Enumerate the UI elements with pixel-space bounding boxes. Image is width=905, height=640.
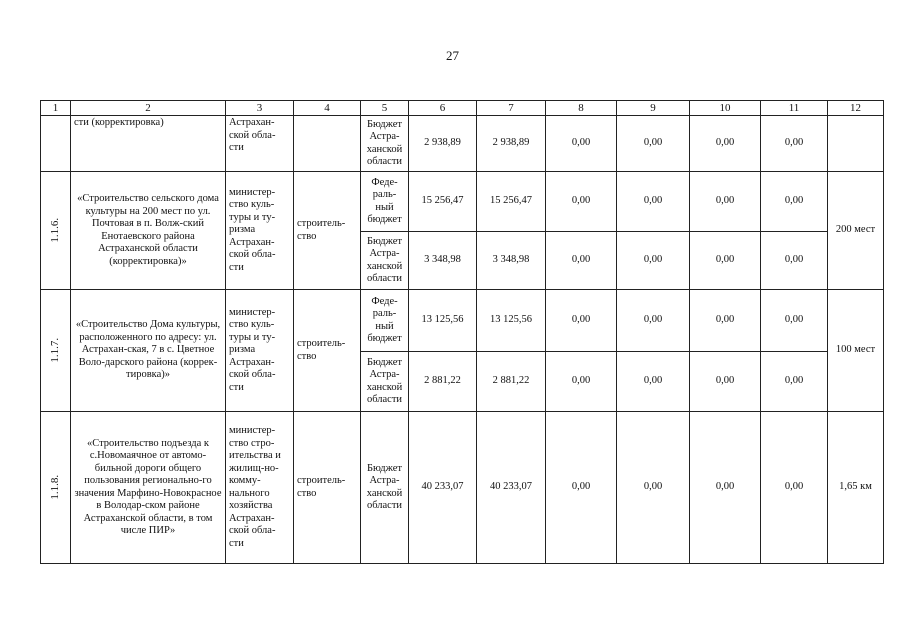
- row-value-9: 0,00: [617, 172, 690, 232]
- row-value-9: 0,00: [617, 116, 690, 172]
- row-type: строитель-ство: [294, 412, 361, 564]
- row-value-8: 0,00: [546, 116, 617, 172]
- row-source: Бюджет Астра-ханской области: [361, 412, 409, 564]
- row-value-7: 15 256,47: [477, 172, 546, 232]
- col-header: 10: [690, 101, 761, 116]
- row-result: 200 мест: [828, 172, 884, 290]
- row-source: Феде-раль-ный бюджет: [361, 172, 409, 232]
- row-value-10: 0,00: [690, 116, 761, 172]
- col-header: 1: [41, 101, 71, 116]
- row-value-11: 0,00: [761, 352, 828, 412]
- program-table: [40, 100, 884, 564]
- row-value-6: 2 938,89: [409, 116, 477, 172]
- row-value-10: 0,00: [690, 290, 761, 352]
- col-header: 12: [828, 101, 884, 116]
- col-header: 3: [226, 101, 294, 116]
- table-row-continuation: [41, 116, 884, 172]
- row-value-7: 2 938,89: [477, 116, 546, 172]
- row-name: сти (корректировка): [71, 116, 226, 172]
- row-value-7: 3 348,98: [477, 232, 546, 290]
- row-responsible: Астрахан-ской обла-сти: [226, 116, 294, 172]
- row-name: «Строительство подъезда к с.Новомаячное от автомо-бильной дороги общего пользования регионально-го значения Марфино-Новокрасное в Володар-ском районе Астраханской области, в том числе ПИР»: [71, 412, 226, 564]
- row-value-10: 0,00: [690, 352, 761, 412]
- row-value-8: 0,00: [546, 290, 617, 352]
- row-type: строитель-ство: [294, 172, 361, 290]
- col-header: 11: [761, 101, 828, 116]
- col-header: 2: [71, 101, 226, 116]
- row-responsible: министер-ство куль-туры и ту-ризма Астрахан-ской обла-сти: [226, 290, 294, 412]
- row-value-6: 40 233,07: [409, 412, 477, 564]
- row-value-6: 15 256,47: [409, 172, 477, 232]
- row-value-11: 0,00: [761, 172, 828, 232]
- header-row: [41, 101, 884, 116]
- row-value-7: 40 233,07: [477, 412, 546, 564]
- row-value-9: 0,00: [617, 412, 690, 564]
- row-source: Бюджет Астра-ханской области: [361, 116, 409, 172]
- row-value-11: 0,00: [761, 412, 828, 564]
- col-header: 9: [617, 101, 690, 116]
- row-value-7: 13 125,56: [477, 290, 546, 352]
- row-result: 1,65 км: [828, 412, 884, 564]
- row-value-6: 2 881,22: [409, 352, 477, 412]
- row-value-11: 0,00: [761, 290, 828, 352]
- row-value-8: 0,00: [546, 172, 617, 232]
- row-code: [41, 116, 71, 172]
- row-value-7: 2 881,22: [477, 352, 546, 412]
- row-code: 1.1.6.: [41, 172, 71, 290]
- col-header: 4: [294, 101, 361, 116]
- row-source: Феде-раль-ный бюджет: [361, 290, 409, 352]
- row-value-8: 0,00: [546, 352, 617, 412]
- row-responsible: министер-ство стро-ительства и жилищ-но-комму-нального хозяйства Астрахан-ской обла-сти: [226, 412, 294, 564]
- row-name: «Строительство Дома культуры, расположенного по адресу: ул. Астрахан-ская, 7 в с. Цветное Воло-дарского района (коррек-тировка)»: [71, 290, 226, 412]
- row-value-6: 3 348,98: [409, 232, 477, 290]
- row-value-8: 0,00: [546, 232, 617, 290]
- table-row-1-1-8: [41, 412, 884, 564]
- row-type: [294, 116, 361, 172]
- row-value-10: 0,00: [690, 172, 761, 232]
- row-value-9: 0,00: [617, 290, 690, 352]
- row-code: 1.1.7.: [41, 290, 71, 412]
- row-name: «Строительство сельского дома культуры на 200 мест по ул. Почтовая в п. Волж-ский Енотаевского района Астраханской области (корректировка)»: [71, 172, 226, 290]
- col-header: 7: [477, 101, 546, 116]
- table-row-1-1-6-federal: [41, 172, 884, 232]
- row-value-9: 0,00: [617, 352, 690, 412]
- row-result: 100 мест: [828, 290, 884, 412]
- row-code: 1.1.8.: [41, 412, 71, 564]
- page-number: 27: [446, 48, 459, 63]
- row-source: Бюджет Астра-ханской области: [361, 232, 409, 290]
- row-value-11: 0,00: [761, 232, 828, 290]
- row-value-9: 0,00: [617, 232, 690, 290]
- row-value-6: 13 125,56: [409, 290, 477, 352]
- row-source: Бюджет Астра-ханской области: [361, 352, 409, 412]
- row-responsible: министер-ство куль-туры и ту-ризма Астрахан-ской обла-сти: [226, 172, 294, 290]
- row-result: [828, 116, 884, 172]
- row-value-10: 0,00: [690, 232, 761, 290]
- table-row-1-1-7-federal: [41, 290, 884, 352]
- col-header: 5: [361, 101, 409, 116]
- row-value-11: 0,00: [761, 116, 828, 172]
- row-value-8: 0,00: [546, 412, 617, 564]
- col-header: 6: [409, 101, 477, 116]
- col-header: 8: [546, 101, 617, 116]
- row-value-10: 0,00: [690, 412, 761, 564]
- row-type: строитель-ство: [294, 290, 361, 412]
